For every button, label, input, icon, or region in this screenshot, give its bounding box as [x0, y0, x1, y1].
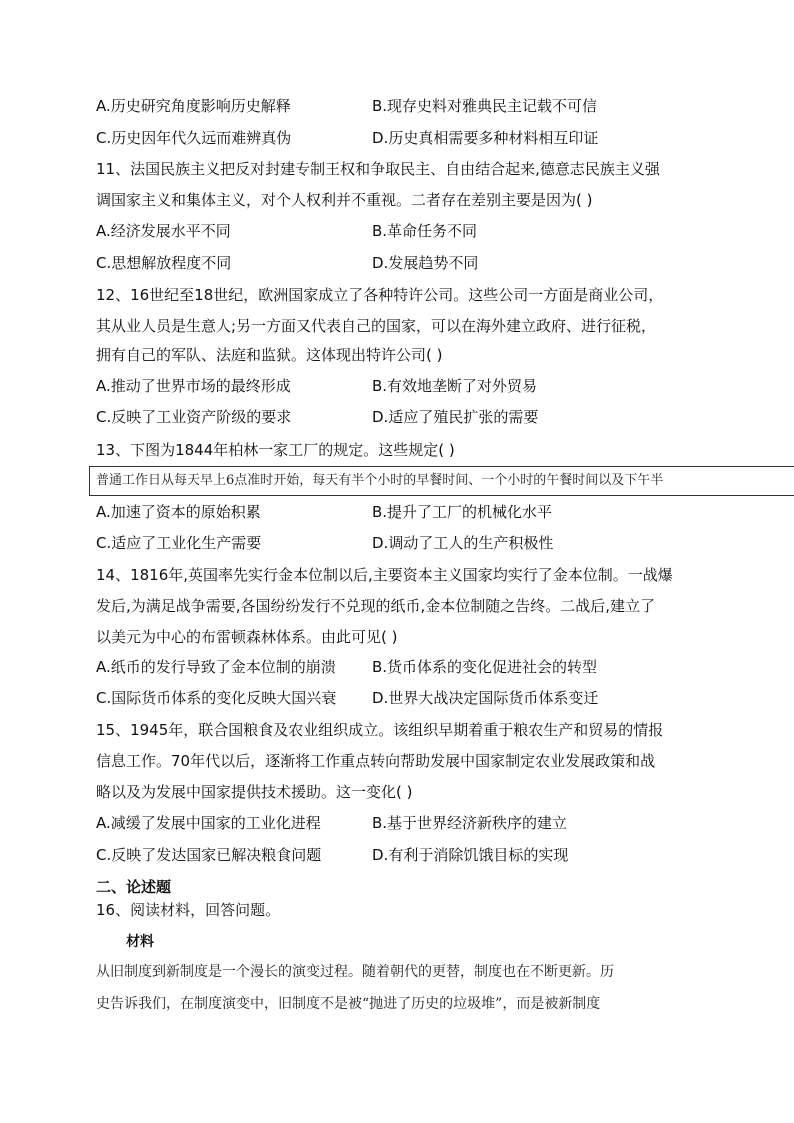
q13-option-a: A.加速了资本的原始积累 — [96, 503, 261, 521]
q12-option-d: D.适应了殖民扩张的需要 — [372, 408, 539, 426]
q11-option-c: C.思想解放程度不同 — [96, 254, 232, 272]
q15-option-d: D.有利于消除饥饿目标的实现 — [372, 846, 569, 864]
q11-option-b: B.革命任务不同 — [372, 222, 478, 240]
q13-option-d: D.调动了工人的生产积极性 — [372, 534, 554, 552]
q11-stem-line-1: 11、法国民族主义把反对封建专制王权和争取民主、自由结合起来,德意志民族主义强 — [96, 160, 660, 178]
q10-option-b: B.现存史料对雅典民主记载不可信 — [372, 97, 598, 115]
q14-option-a: A.纸币的发行导致了金本位制的崩溃 — [96, 658, 336, 676]
material-line-1: 从旧制度到新制度是一个漫长的演变过程。随着朝代的更替，制度也在不断更新。历 — [96, 964, 614, 980]
q11-stem-line-2: 调国家主义和集体主义，对个人权利并不重视。二者存在差别主要是因为( ) — [96, 191, 593, 209]
q16-stem: 16、阅读材料，回答问题。 — [96, 901, 281, 919]
q12-stem-line-3: 拥有自己的军队、法庭和监狱。这体现出特许公司( ) — [96, 346, 443, 364]
q15-stem-line-2: 信息工作。70年代以后，逐渐将工作重点转向帮助发展中国家制定农业发展政策和战 — [96, 752, 656, 770]
q12-stem-line-2: 其从业人员是生意人;另一方面又代表自己的国家，可以在海外建立政府、进行征税， — [96, 317, 657, 335]
q10-option-d: D.历史真相需要多种材料相互印证 — [372, 129, 599, 147]
q15-stem-line-1: 15、1945年，联合国粮食及农业组织成立。该组织早期着重于粮农生产和贸易的情报 — [96, 721, 664, 739]
q12-stem-line-1: 12、16世纪至18世纪，欧洲国家成立了各种特许公司。这些公司一方面是商业公司， — [96, 286, 664, 304]
q11-option-d: D.发展趋势不同 — [372, 254, 479, 272]
q12-option-a: A.推动了世界市场的最终形成 — [96, 377, 291, 395]
q12-option-b: B.有效地垄断了对外贸易 — [372, 377, 538, 395]
q14-stem-line-1: 14、1816年,英国率先实行金本位制以后,主要资本主义国家均实行了金本位制。一战爆 — [96, 566, 673, 584]
q15-stem-line-3: 略以及为发展中国家提供技术援助。这一变化( ) — [96, 783, 413, 801]
q15-option-b: B.基于世界经济新秩序的建立 — [372, 814, 568, 832]
section-title: 二、论述题 — [96, 878, 172, 896]
q14-option-b: B.货币体系的变化促进社会的转型 — [372, 658, 598, 676]
q14-option-d: D.世界大战决定国际货币体系变迁 — [372, 689, 599, 707]
q14-stem-line-2: 发后,为满足战争需要,各国纷纷发行不兑现的纸币,金本位制随之告终。二战后,建立了 — [96, 597, 656, 615]
q13-regulation-text: 普通工作日从每天早上6点准时开始，每天有半个小时的早餐时间、一个小时的午餐时间以及下午半 — [96, 473, 664, 488]
material-line-2: 史告诉我们，在制度演变中，旧制度不是被“抛进了历史的垃圾堆”，而是被新制度 — [96, 996, 601, 1012]
q13-regulation-box — [89, 466, 794, 496]
q10-option-c: C.历史因年代久远而难辨真伪 — [96, 129, 292, 147]
q13-stem-line-1: 13、下图为1844年柏林一家工厂的规定。这些规定( ) — [96, 441, 455, 459]
q11-option-a: A.经济发展水平不同 — [96, 222, 231, 240]
q12-option-c: C.反映了工业资产阶级的要求 — [96, 408, 292, 426]
q14-stem-line-3: 以美元为中心的布雷顿森林体系。由此可见( ) — [96, 628, 398, 646]
q10-option-a: A.历史研究角度影响历史解释 — [96, 97, 291, 115]
q14-option-c: C.国际货币体系的变化反映大国兴衰 — [96, 689, 337, 707]
q13-option-c: C.适应了工业化生产需要 — [96, 534, 262, 552]
q13-option-b: B.提升了工厂的机械化水平 — [372, 503, 553, 521]
q15-option-a: A.减缓了发展中国家的工业化进程 — [96, 814, 321, 832]
material-title: 材料 — [126, 934, 154, 950]
q15-option-c: C.反映了发达国家已解决粮食问题 — [96, 846, 322, 864]
